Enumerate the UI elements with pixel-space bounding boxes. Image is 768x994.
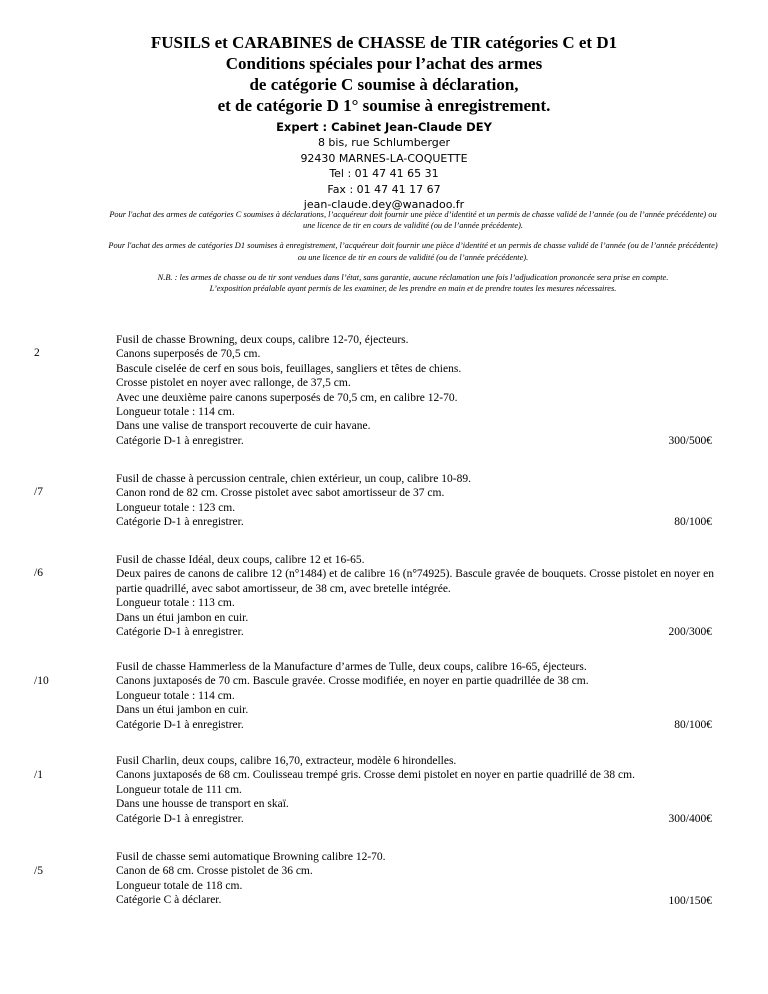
lot-line: Catégorie D-1 à enregistrer.: [116, 812, 244, 825]
lot-number: 2: [34, 347, 40, 359]
lot-line: Fusil de chasse Hammerless de la Manufacture d’armes de Tulle, deux coups, calibre 16-65, éjecteurs.: [116, 661, 587, 673]
lot-line: Catégorie D-1 à enregistrer.: [116, 434, 244, 447]
lot-estimate: 80/100€: [674, 516, 712, 528]
title-line: et de catégorie D 1° soumise à enregistrement.: [217, 96, 551, 115]
title-line: FUSILS et CARABINES de CHASSE de TIR catégories C et D1: [150, 33, 618, 52]
note-exposition: L’exposition préalable ayant permis de les examiner, de les prendre en main et de prendre toutes les mesures nécessaires.: [209, 284, 617, 294]
document-title: [0, 32, 768, 116]
lot-number: /10: [34, 675, 49, 687]
lot-line: Canon de 68 cm. Crosse pistolet de 36 cm.: [116, 865, 313, 878]
lot-line: Canons juxtaposés de 70 cm. Bascule gravée. Crosse modifiée, en noyer en partie quadrillée de 38 cm.: [116, 675, 589, 688]
lot-number: /1: [34, 769, 43, 781]
lot-description: [116, 472, 714, 530]
note-category-d1: Pour l'achat des armes de catégories D1 soumises à enregistrement, l’acquéreur doit fournir une pièce d’identité et un permis de chasse validé de l’année (ou de l’année précédente) ou une licence de tir en cours de validité (ou de l’année précédente).: [108, 241, 718, 262]
lot-description: [116, 660, 714, 732]
lot-description: [116, 754, 714, 826]
note-category-c: Pour l'achat des armes de catégories C soumises à déclarations, l’acquéreur doit fournir une pièce d’identité et un permis de chasse validé de l’année (ou de l’année précédente) ou une licence de tir en cours de validité (ou de l’année précédente).: [109, 210, 717, 231]
lot-number: /6: [34, 567, 43, 579]
lot-line: Crosse pistolet en noyer avec rallonge, de 37,5 cm.: [116, 377, 351, 390]
expert-fax: Fax : 01 47 41 17 67: [327, 182, 441, 196]
lot-line: Longueur totale : 114 cm.: [116, 406, 235, 419]
expert-tel: Tel : 01 47 41 65 31: [329, 167, 439, 181]
expert-address: 8 bis, rue Schlumberger: [317, 136, 451, 150]
lot-description: [116, 553, 714, 639]
lot-line: Fusil de chasse Idéal, deux coups, calibre 12 et 16-65.: [116, 554, 365, 566]
lot-estimate: 300/500€: [668, 435, 712, 447]
purchase-conditions: [108, 209, 718, 303]
lot-estimate: 80/100€: [674, 719, 712, 731]
lot-line: Longueur totale : 113 cm.: [116, 597, 235, 610]
lot-line: Canons superposés de 70,5 cm.: [116, 348, 261, 361]
lot-line: Dans un étui jambon en cuir.: [116, 704, 249, 717]
title-line: de catégorie C soumise à déclaration,: [249, 75, 519, 94]
expert-email: jean-claude.dey@wanadoo.fr: [303, 198, 465, 212]
title-line: Conditions spéciales pour l’achat des armes: [225, 54, 543, 73]
lot-estimate: 200/300€: [668, 626, 712, 638]
lot-description: [116, 333, 714, 448]
lot-line: Longueur totale : 123 cm.: [116, 501, 236, 514]
lot-line: Longueur totale de 118 cm.: [116, 879, 243, 892]
lot-estimate: 100/150€: [668, 895, 712, 907]
lot-line: Fusil de chasse à percussion centrale, chien extérieur, un coup, calibre 10-89.: [116, 473, 471, 485]
lot-line: Catégorie D-1 à enregistrer.: [116, 718, 244, 731]
lot-line: Canons juxtaposés de 68 cm. Coulisseau trempé gris. Crosse demi pistolet en noyer en partie quadrillé de 38 cm.: [116, 769, 635, 782]
expert-block: [0, 120, 768, 212]
lot-line: Fusil de chasse Browning, deux coups, calibre 12-70, éjecteurs.: [116, 334, 409, 346]
lot-line: Catégorie C à déclarer.: [116, 894, 222, 907]
lot-description: [116, 850, 714, 908]
lot-line: Fusil Charlin, deux coups, calibre 16,70, extracteur, modèle 6 hirondelles.: [116, 755, 457, 767]
lot-line: Canon rond de 82 cm. Crosse pistolet avec sabot amortisseur de 37 cm.: [116, 487, 445, 500]
lot-line: Catégorie D-1 à enregistrer.: [116, 626, 244, 639]
lot-line: Bascule ciselée de cerf en sous bois, feuillages, sangliers et têtes de chiens.: [116, 362, 462, 375]
lot-line: Avec une deuxième paire canons superposés de 70,5 cm, en calibre 12-70.: [116, 391, 458, 404]
lot-estimate: 300/400€: [668, 813, 712, 825]
lot-line: Catégorie D-1 à enregistrer.: [116, 516, 244, 529]
lot-number: /7: [34, 486, 43, 498]
lot-line: Dans un étui jambon en cuir.: [116, 611, 249, 624]
lot-line: Deux paires de canons de calibre 12 (n°1484) et de calibre 16 (n°74925). Bascule gravée de bouquets. Crosse pistolet en noyer en partie quadrillé, avec sabot amortisseur, de 38 cm, avec bretelle intégrée.: [116, 568, 714, 595]
expert-city: 92430 MARNES-LA-COQUETTE: [300, 151, 468, 165]
lot-line: Longueur totale : 114 cm.: [116, 689, 235, 702]
lot-line: Dans une housse de transport en skaï.: [116, 798, 289, 811]
lot-line: Dans une valise de transport recouverte de cuir havane.: [116, 420, 371, 433]
note-nb: N.B. : les armes de chasse ou de tir sont vendues dans l’état, sans garantie, aucune réclamation une fois l’adjudication prononcée sera prise en compte.: [157, 272, 669, 282]
lot-number: /5: [34, 865, 43, 877]
lot-line: Fusil de chasse semi automatique Browning calibre 12-70.: [116, 851, 386, 863]
lot-line: Longueur totale de 111 cm.: [116, 783, 242, 796]
expert-name: Expert : Cabinet Jean-Claude DEY: [276, 120, 492, 134]
